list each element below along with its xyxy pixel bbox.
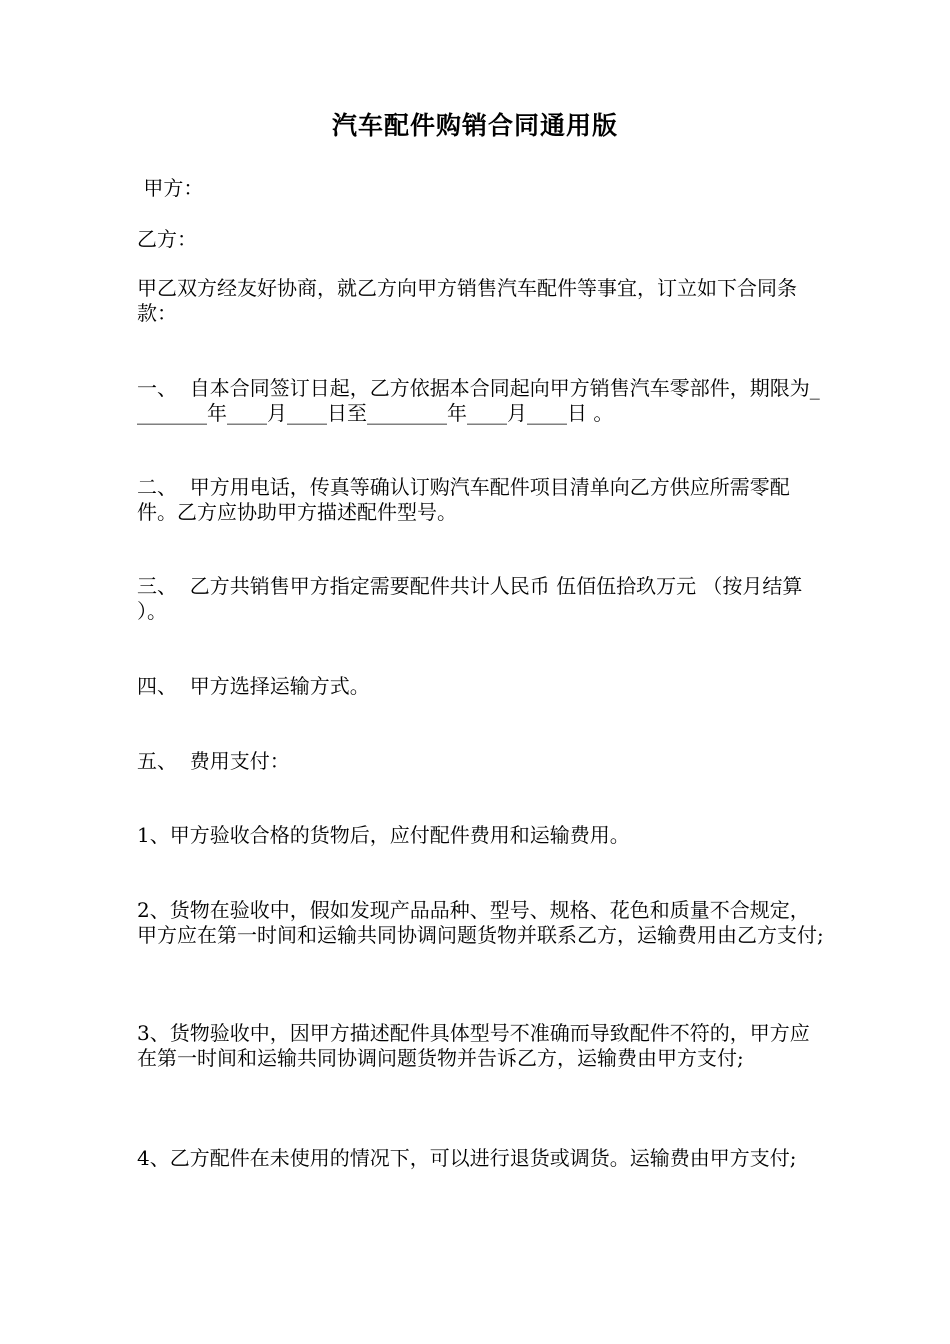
party-a-line: 甲方： <box>137 176 204 200</box>
payment-item-4: 4、乙方配件在未使用的情况下，可以进行退货或调货。运输费由甲方支付; <box>137 1146 797 1170</box>
clause-1: 一、 自本合同签订日起，乙方依据本合同起向甲方销售汽车零部件，期限为________年____月____日至________年____月____日 。 <box>137 376 820 425</box>
payment-item-3: 3、货物验收中，因甲方描述配件具体型号不准确而导致配件不符的，甲方应在第一时间和运输共同协调问题货物并告诉乙方，运输费由甲方支付; <box>137 1021 810 1070</box>
intro-paragraph: 甲乙双方经友好协商，就乙方向甲方销售汽车配件等事宜，订立如下合同条款： <box>137 276 797 325</box>
payment-item-2: 2、货物在验收中，假如发现产品品种、型号、规格、花色和质量不合规定，甲方应在第一时间和运输共同协调问题货物并联系乙方，运输费用由乙方支付; <box>137 898 824 947</box>
clause-3: 三、 乙方共销售甲方指定需要配件共计人民币 伍佰伍拾玖万元 （按月结算 ）。 <box>137 574 809 623</box>
clause-2: 二、 甲方用电话，传真等确认订购汽车配件项目清单向乙方供应所需零配件。乙方应协助甲方描述配件型号。 <box>137 475 790 524</box>
clause-5: 五、 费用支付： <box>137 749 290 773</box>
payment-item-1: 1、甲方验收合格的货物后，应付配件费用和运输费用。 <box>137 823 630 847</box>
document-title: 汽车配件购销合同通用版 <box>331 111 618 140</box>
party-b-line: 乙方： <box>137 227 197 251</box>
clause-4: 四、 甲方选择运输方式。 <box>137 674 370 698</box>
